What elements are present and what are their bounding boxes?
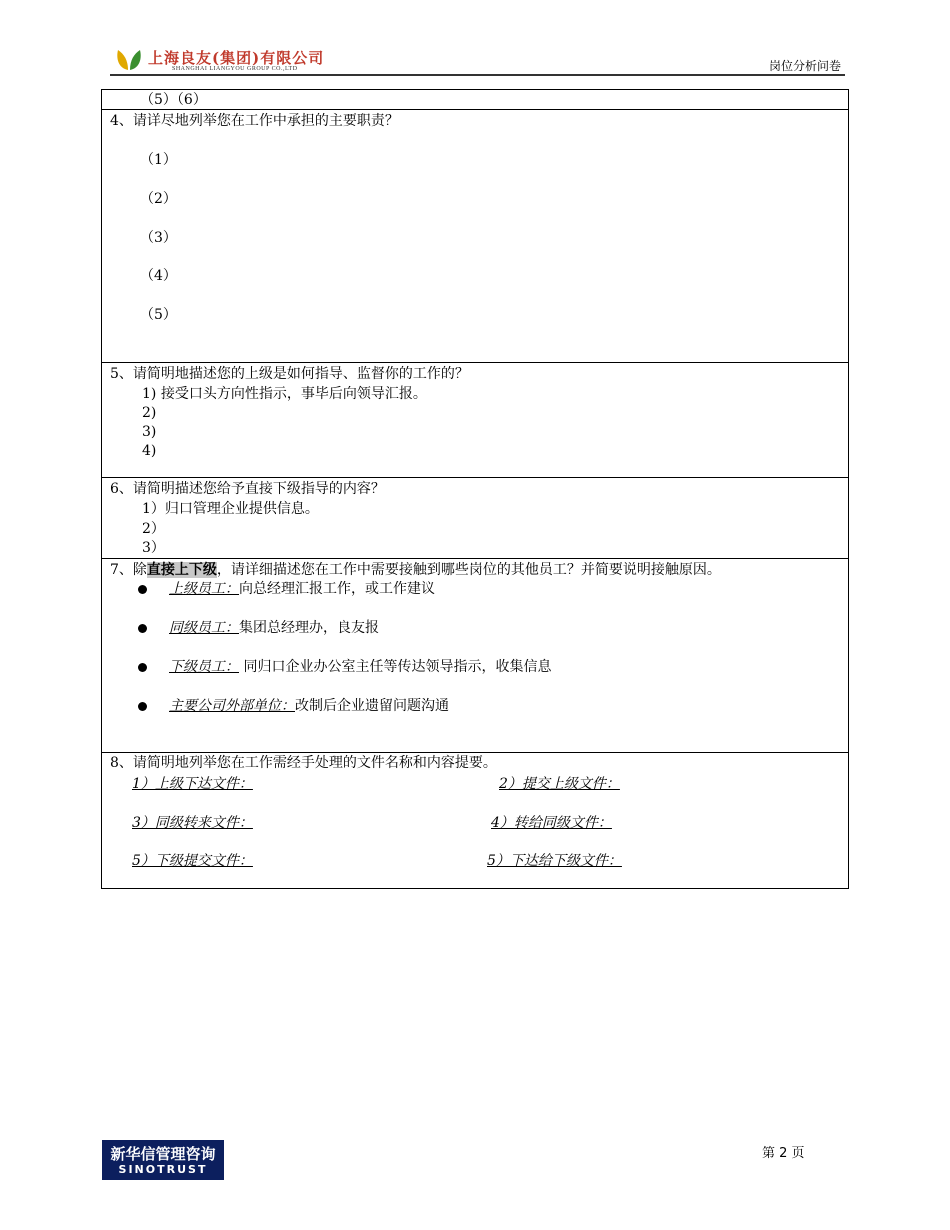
question-6 [101,478,849,559]
bullet-icon [138,663,147,672]
q8-title: 8、请简明地列举您在工作需经手处理的文件名称和内容提要。 [110,755,497,771]
q7-title [110,562,721,578]
sinotrust-logo [102,1140,224,1180]
contact-label: 下级员工： [169,659,239,675]
contact-value: 集团总经理办，良友报 [239,620,379,636]
q4-item[interactable]: （2） [140,191,177,207]
q7-prefix: 7、除 [110,562,147,578]
contact-label: 主要公司外部单位： [169,698,295,714]
question-8 [101,753,849,889]
contact-subordinate[interactable] [169,659,551,675]
footer-logo-cn: 新华信管理咨询 [110,1145,216,1163]
q6-item[interactable]: 1）归口管理企业提供信息。 [142,501,319,517]
contact-label: 同级员工： [169,620,239,636]
page-header [110,44,845,76]
contact-label: 上级员工： [169,581,239,597]
q6-item[interactable]: 3） [142,540,165,556]
q4-item[interactable]: （1） [140,152,177,168]
q3-tail-row [101,90,849,110]
document-title: 岗位分析问卷 [768,59,841,73]
contact-value: 同归口企业办公室主任等传达领导指示，收集信息 [239,659,552,675]
file-item[interactable]: 1）上级下达文件： [132,776,253,792]
q6-title: 6、请简明描述您给予直接下级指导的内容？ [110,481,385,497]
page-number: 第 2 页 [762,1146,805,1161]
q4-item[interactable]: （4） [140,268,177,284]
q4-item[interactable]: （3） [140,230,177,246]
contact-value: 改制后企业遗留问题沟通 [295,698,449,714]
question-7 [101,559,849,753]
contact-value: 向总经理汇报工作，或工作建议 [239,581,435,597]
file-item[interactable]: 4）转给同级文件： [491,815,612,831]
q3-tail-text: （5）（6） [140,92,207,108]
questionnaire-table [101,89,849,889]
q7-suffix: ，请详细描述您在工作中需要接触到哪些岗位的其他员工？并简要说明接触原因。 [216,562,721,578]
q4-item[interactable]: （5） [140,307,177,323]
q5-item[interactable]: 2) [142,405,157,421]
company-name: 上海良友(集团)有限公司 [148,49,325,67]
contact-external[interactable] [169,698,449,714]
contact-peer[interactable] [169,620,379,636]
q5-item[interactable]: 1) 接受口头方向性指示，事毕后向领导汇报。 [142,386,427,402]
file-item[interactable]: 3）同级转来文件： [132,815,253,831]
file-item[interactable]: 2）提交上级文件： [499,776,620,792]
contact-superior[interactable] [169,581,435,597]
bullet-icon [138,624,147,633]
company-name-en: SHANGHAI LIANGYOU GROUP CO.,LTD [172,66,298,72]
bullet-icon [138,585,147,594]
bullet-icon [138,702,147,711]
company-logo-icon [114,46,144,72]
q6-item[interactable]: 2） [142,521,165,537]
file-item[interactable]: 5）下级提交文件： [132,853,253,869]
q5-title: 5、请简明地描述您的上级是如何指导、监督你的工作的？ [110,366,469,382]
q5-item[interactable]: 3) [142,424,157,440]
question-5 [101,363,849,478]
q4-title: 4、请详尽地列举您在工作中承担的主要职责？ [110,113,399,129]
q7-highlight: 直接上下级 [146,562,217,578]
file-item[interactable]: 5）下达给下级文件： [487,853,622,869]
footer-logo-en: SINOTRUST [118,1163,208,1176]
question-4 [101,110,849,363]
q5-item[interactable]: 4) [142,443,157,459]
